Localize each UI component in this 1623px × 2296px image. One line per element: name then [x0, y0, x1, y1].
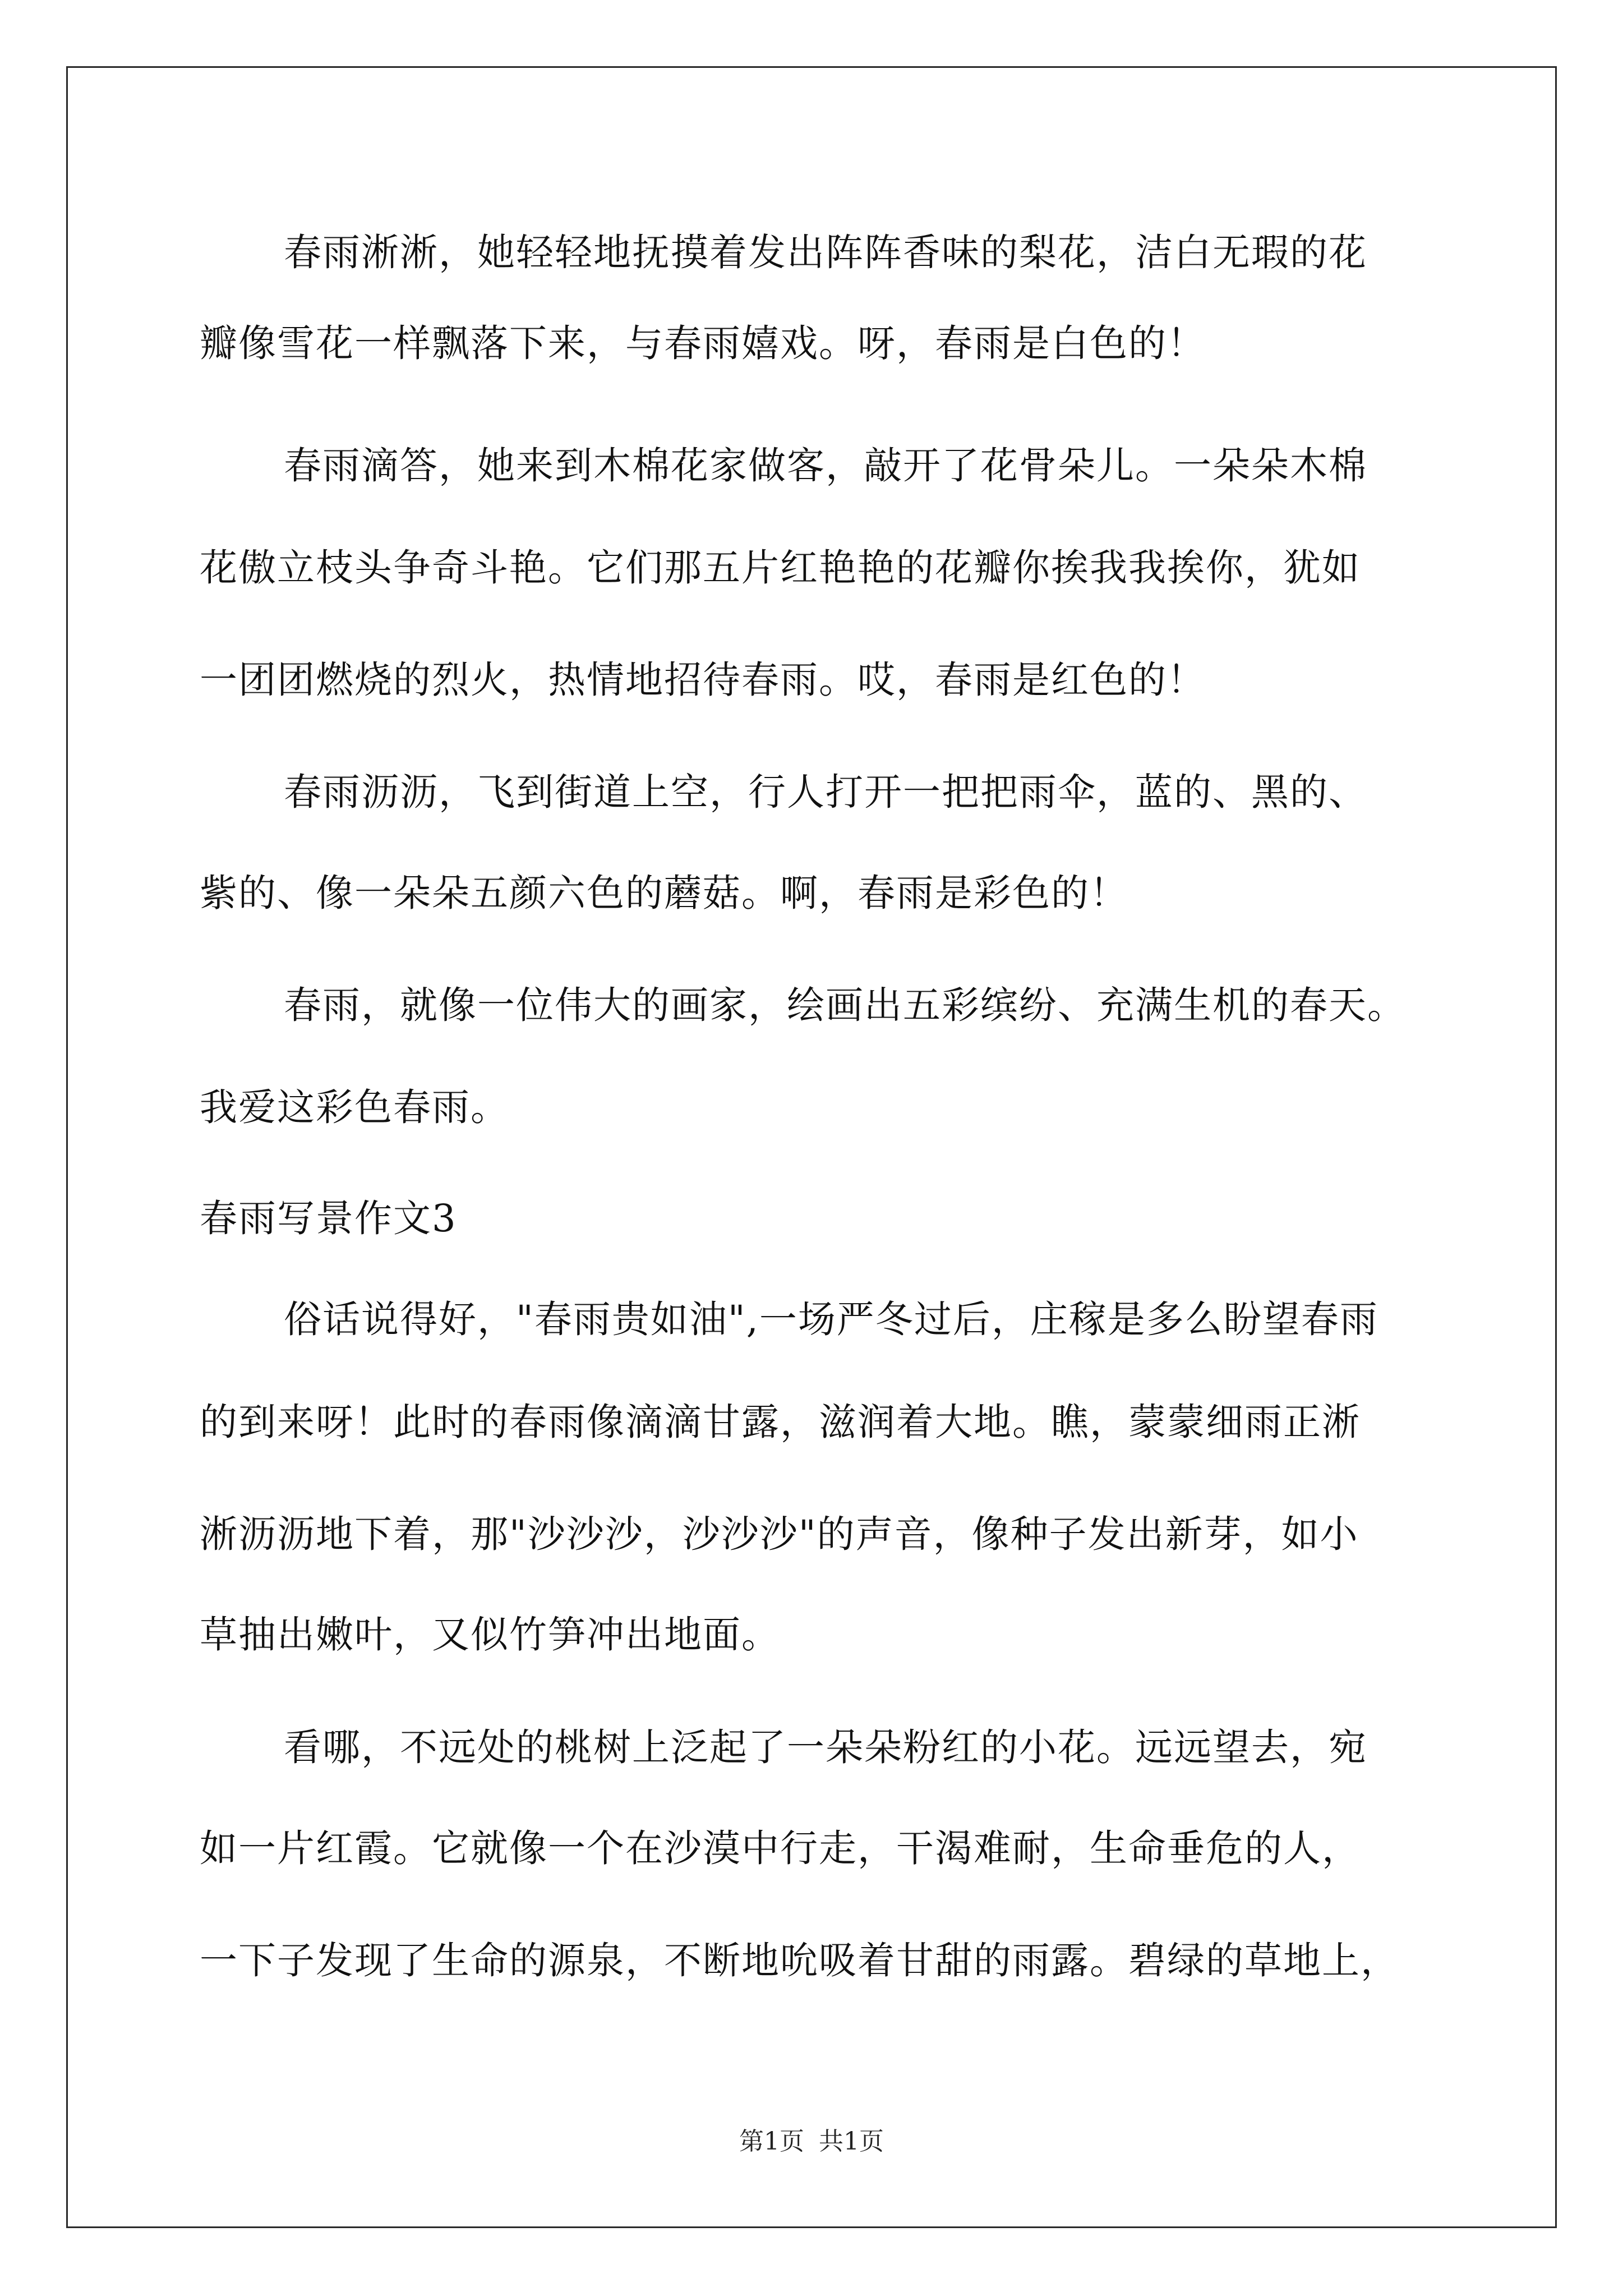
text-line: 草抽出嫩叶，又似竹笋冲出地面。: [200, 1613, 780, 1657]
text-line: 如一片红霞。它就像一个在沙漠中行走，干渴难耐，生命垂危的人，: [200, 1826, 1361, 1870]
page-total: 共1页: [819, 2127, 884, 2156]
text-line: 春雨沥沥，飞到街道上空，行人打开一把把雨伞，蓝的、黑的、: [284, 770, 1367, 814]
text-line: 紫的、像一朵朵五颜六色的蘑菇。啊，春雨是彩色的！: [200, 871, 1128, 915]
text-line: 春雨滴答，她来到木棉花家做客，敲开了花骨朵儿。一朵朵木棉: [284, 444, 1367, 487]
page-footer: [0, 2126, 1623, 2157]
text-line: 看哪，不远处的桃树上泛起了一朵朵粉红的小花。远远望去，宛: [284, 1726, 1367, 1769]
text-line: 淅沥沥地下着，那"沙沙沙，沙沙沙"的声音，像种子发出新芽，如小: [200, 1512, 1359, 1556]
text-line: 春雨淅淅，她轻轻地抚摸着发出阵阵香味的梨花，洁白无瑕的花: [284, 231, 1367, 274]
text-line: 一团团燃烧的烈火，热情地招待春雨。哎，春雨是红色的！: [200, 658, 1206, 702]
text-line: 花傲立枝头争奇斗艳。它们那五片红艳艳的花瓣你挨我我挨你，犹如: [200, 546, 1361, 590]
text-line: 俗话说得好，"春雨贵如油",一场严冬过后，庄稼是多么盼望春雨: [284, 1297, 1378, 1341]
text-line: 一下子发现了生命的源泉，不断地吮吸着甘甜的雨露。碧绿的草地上，: [200, 1939, 1399, 1982]
section-heading: 春雨写景作文3: [200, 1197, 457, 1240]
page-border: [66, 66, 1557, 2228]
text-line: 春雨，就像一位伟大的画家，绘画出五彩缤纷、充满生机的春天。: [284, 983, 1406, 1027]
text-line: 的到来呀！此时的春雨像滴滴甘露，滋润着大地。瞧，蒙蒙细雨正淅: [200, 1400, 1361, 1444]
text-line: 瓣像雪花一样飘落下来，与春雨嬉戏。呀，春雨是白色的！: [200, 321, 1206, 365]
text-line: 我爱这彩色春雨。: [200, 1085, 509, 1129]
page-number: 第1页: [739, 2127, 804, 2156]
